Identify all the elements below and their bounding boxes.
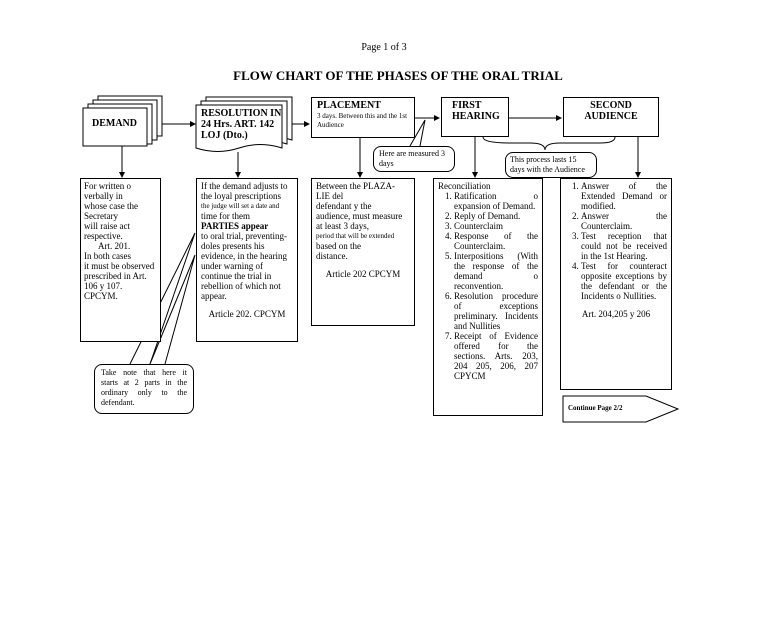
first-hearing-item: 6. Resolution procedure of exceptions preliminary. Incidents and Nullities [454, 291, 538, 331]
first-hearing-header-line: FIRST [452, 100, 482, 111]
resolution-line: time for them [201, 211, 250, 221]
second-audience-header-line: SECOND [590, 100, 632, 111]
resolution-header [201, 108, 281, 141]
resolution-header-line: 24 Hrs. ART. 142 [201, 119, 275, 130]
demand-line: verbally in [84, 191, 123, 201]
demand-line: CPCYM. [84, 291, 118, 301]
second-audience-item: 3. Test reception that could not be received in the 1st Hearing. [581, 231, 667, 261]
demand-line: For written o [84, 181, 131, 191]
placement-line: at least 3 days, [316, 221, 369, 231]
second-audience-item: 4. Test for counteract opposite exceptions by the defendant or the Incidents o Nullities. [581, 261, 667, 301]
placement-line: audience, must measure [316, 211, 403, 221]
first-hearing-item: 5. Interpositions (With the response of the demand o reconvention. [454, 251, 538, 291]
placement-sub: 3 days. Between this and the 1st Audience [317, 112, 408, 129]
placement-line: Between the PLAZA- [316, 181, 395, 191]
resolution-line: appear. [201, 291, 227, 301]
placement-line: distance. [316, 251, 348, 261]
first-hearing-item: 2. Reply of Demand. [454, 211, 538, 221]
second-audience-article: Art. 204,205 y 206 [581, 309, 651, 319]
demand-line: 106 y 107. [84, 281, 123, 291]
first-hearing-intro: Reconciliation [438, 181, 491, 191]
resolution-line: If the demand adjusts to [201, 181, 288, 191]
first-hearing-item: 3. Counterclaim [454, 221, 538, 231]
resolution-line: continue the trial in [201, 271, 272, 281]
resolution-line: the judge will set a date and [201, 202, 280, 210]
resolution-line: rebellion of which not [201, 281, 281, 291]
placement-line: LIE del [316, 191, 344, 201]
note-callout: Take note that here it starts at 2 parts in the ordinary only to the defendant. [94, 364, 194, 414]
first-hearing-header-line: HEARING [452, 111, 500, 122]
demand-line: respective. [84, 231, 123, 241]
resolution-article: Article 202. CPCYM [208, 309, 286, 319]
demand-header: DEMAND [92, 118, 137, 129]
resolution-line: the loyal prescriptions [201, 191, 281, 201]
resolution-line: PARTIES appear [201, 221, 269, 231]
placement-box [311, 178, 415, 326]
resolution-line: doles presents his [201, 241, 265, 251]
measured-callout: Here are measured 3 days [373, 146, 455, 172]
demand-line: In both cases [84, 251, 131, 261]
first-hearing-item: 7. Receipt of Evidence offered for the sections. Arts. 203, 204 205, 206, 207 CPYCM [454, 331, 538, 381]
continue-page-label: Continue Page 2/2 [568, 404, 623, 412]
placement-article: Article 202 CPCYM [325, 269, 401, 279]
first-hearing-item: 4. Response of the Counterclaim. [454, 231, 538, 251]
demand-line: will raise act [84, 221, 130, 231]
demand-box [80, 178, 161, 342]
resolution-line: evidence, in the hearing [201, 251, 287, 261]
second-audience-item: 2. Answer the Counterclaim. [581, 211, 667, 231]
second-audience-item: 1. Answer of the Extended Demand or modified. [581, 181, 667, 211]
resolution-box [196, 178, 298, 342]
second-audience-box [560, 178, 672, 390]
demand-line: prescribed in Art. [84, 271, 147, 281]
placement-header-box [311, 97, 415, 138]
process-callout: This process lasts 15 days with the Audience [505, 152, 597, 178]
resolution-line: to oral trial, preventing- [201, 231, 287, 241]
resolution-line: under warning of [201, 261, 263, 271]
second-audience-header-box [563, 97, 659, 137]
placement-line: period that will be extended [316, 232, 395, 240]
first-hearing-header-box [441, 97, 509, 137]
demand-line: Secretary [84, 211, 118, 221]
demand-line: Art. 201. [98, 241, 131, 251]
first-hearing-box [433, 178, 543, 416]
resolution-header-line: LOJ (Dto.) [201, 130, 248, 141]
demand-line: it must be observed [84, 261, 155, 271]
demand-line: whose case the [84, 201, 138, 211]
placement-line: defendant y the [316, 201, 372, 211]
placement-header: PLACEMENT [317, 100, 381, 111]
page-number: Page 1 of 3 [361, 42, 407, 53]
page-title: FLOW CHART OF THE PHASES OF THE ORAL TRIAL [233, 68, 563, 83]
placement-line: based on the [316, 241, 361, 251]
second-audience-header-line: AUDIENCE [584, 111, 638, 122]
resolution-header-line: RESOLUTION IN [201, 108, 282, 119]
first-hearing-item: 1. Ratification o expansion of Demand. [454, 191, 538, 211]
